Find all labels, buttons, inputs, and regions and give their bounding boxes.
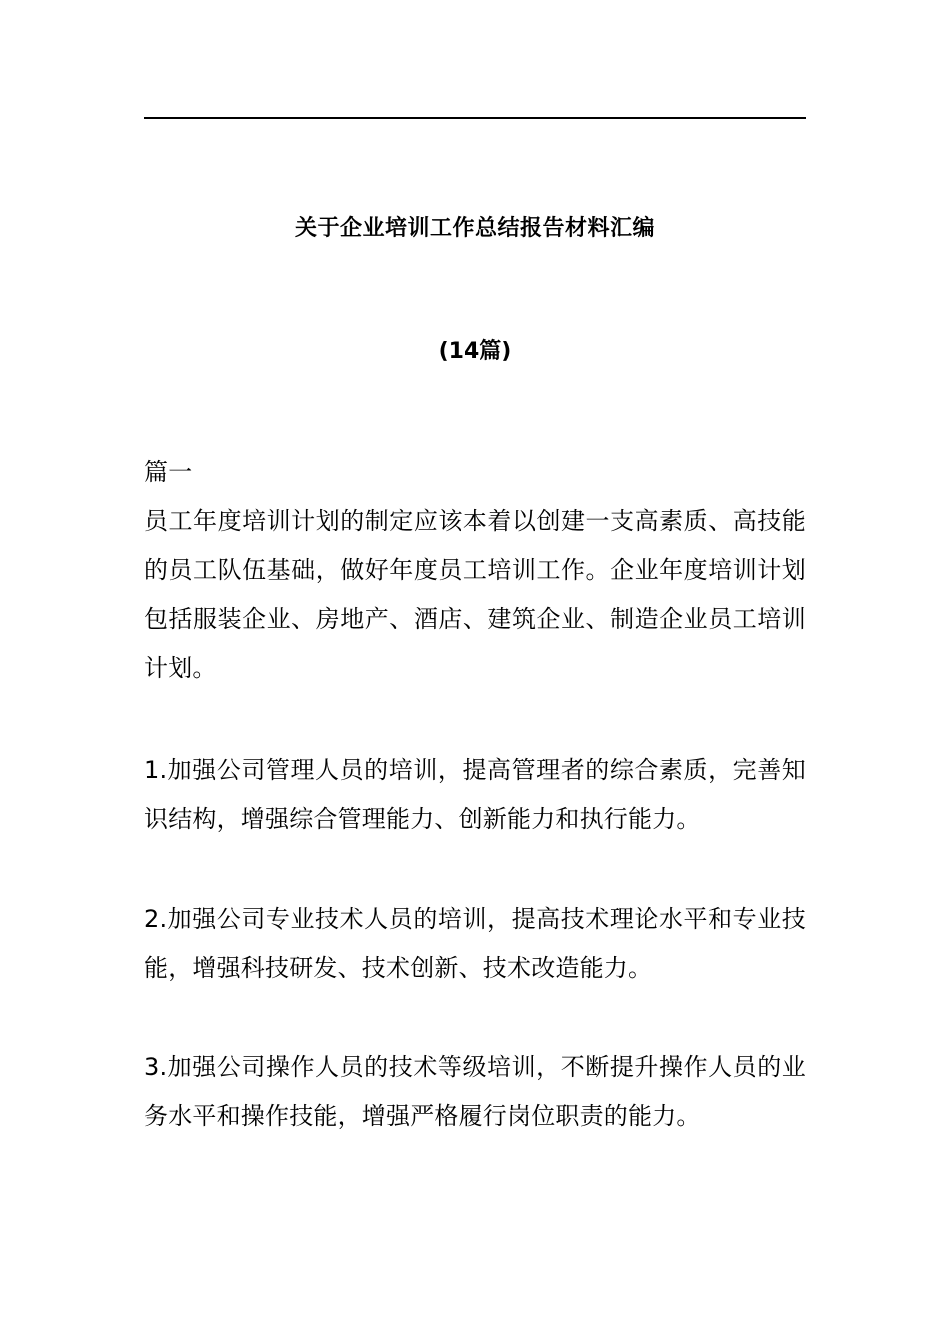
document-title: 关于企业培训工作总结报告材料汇编 [294, 216, 655, 241]
list-item-3: 3.加强公司操作人员的技术等级培训，不断提升操作人员的业务水平和操作技能，增强严格履行岗位职责的能力。 [144, 1053, 806, 1130]
header-rule [144, 117, 806, 119]
section-heading: 篇一 [144, 458, 193, 486]
document-subtitle: (14篇) [438, 339, 512, 364]
list-item-1: 1.加强公司管理人员的培训，提高管理者的综合素质，完善知识结构，增强综合管理能力、创新能力和执行能力。 [144, 756, 806, 833]
list-item-2: 2.加强公司专业技术人员的培训，提高技术理论水平和专业技能，增强科技研发、技术创新、技术改造能力。 [144, 905, 806, 982]
intro-paragraph: 员工年度培训计划的制定应该本着以创建一支高素质、高技能的员工队伍基础，做好年度员工培训工作。企业年度培训计划包括服装企业、房地产、酒店、建筑企业、制造企业员工培训计划。 [144, 507, 806, 682]
